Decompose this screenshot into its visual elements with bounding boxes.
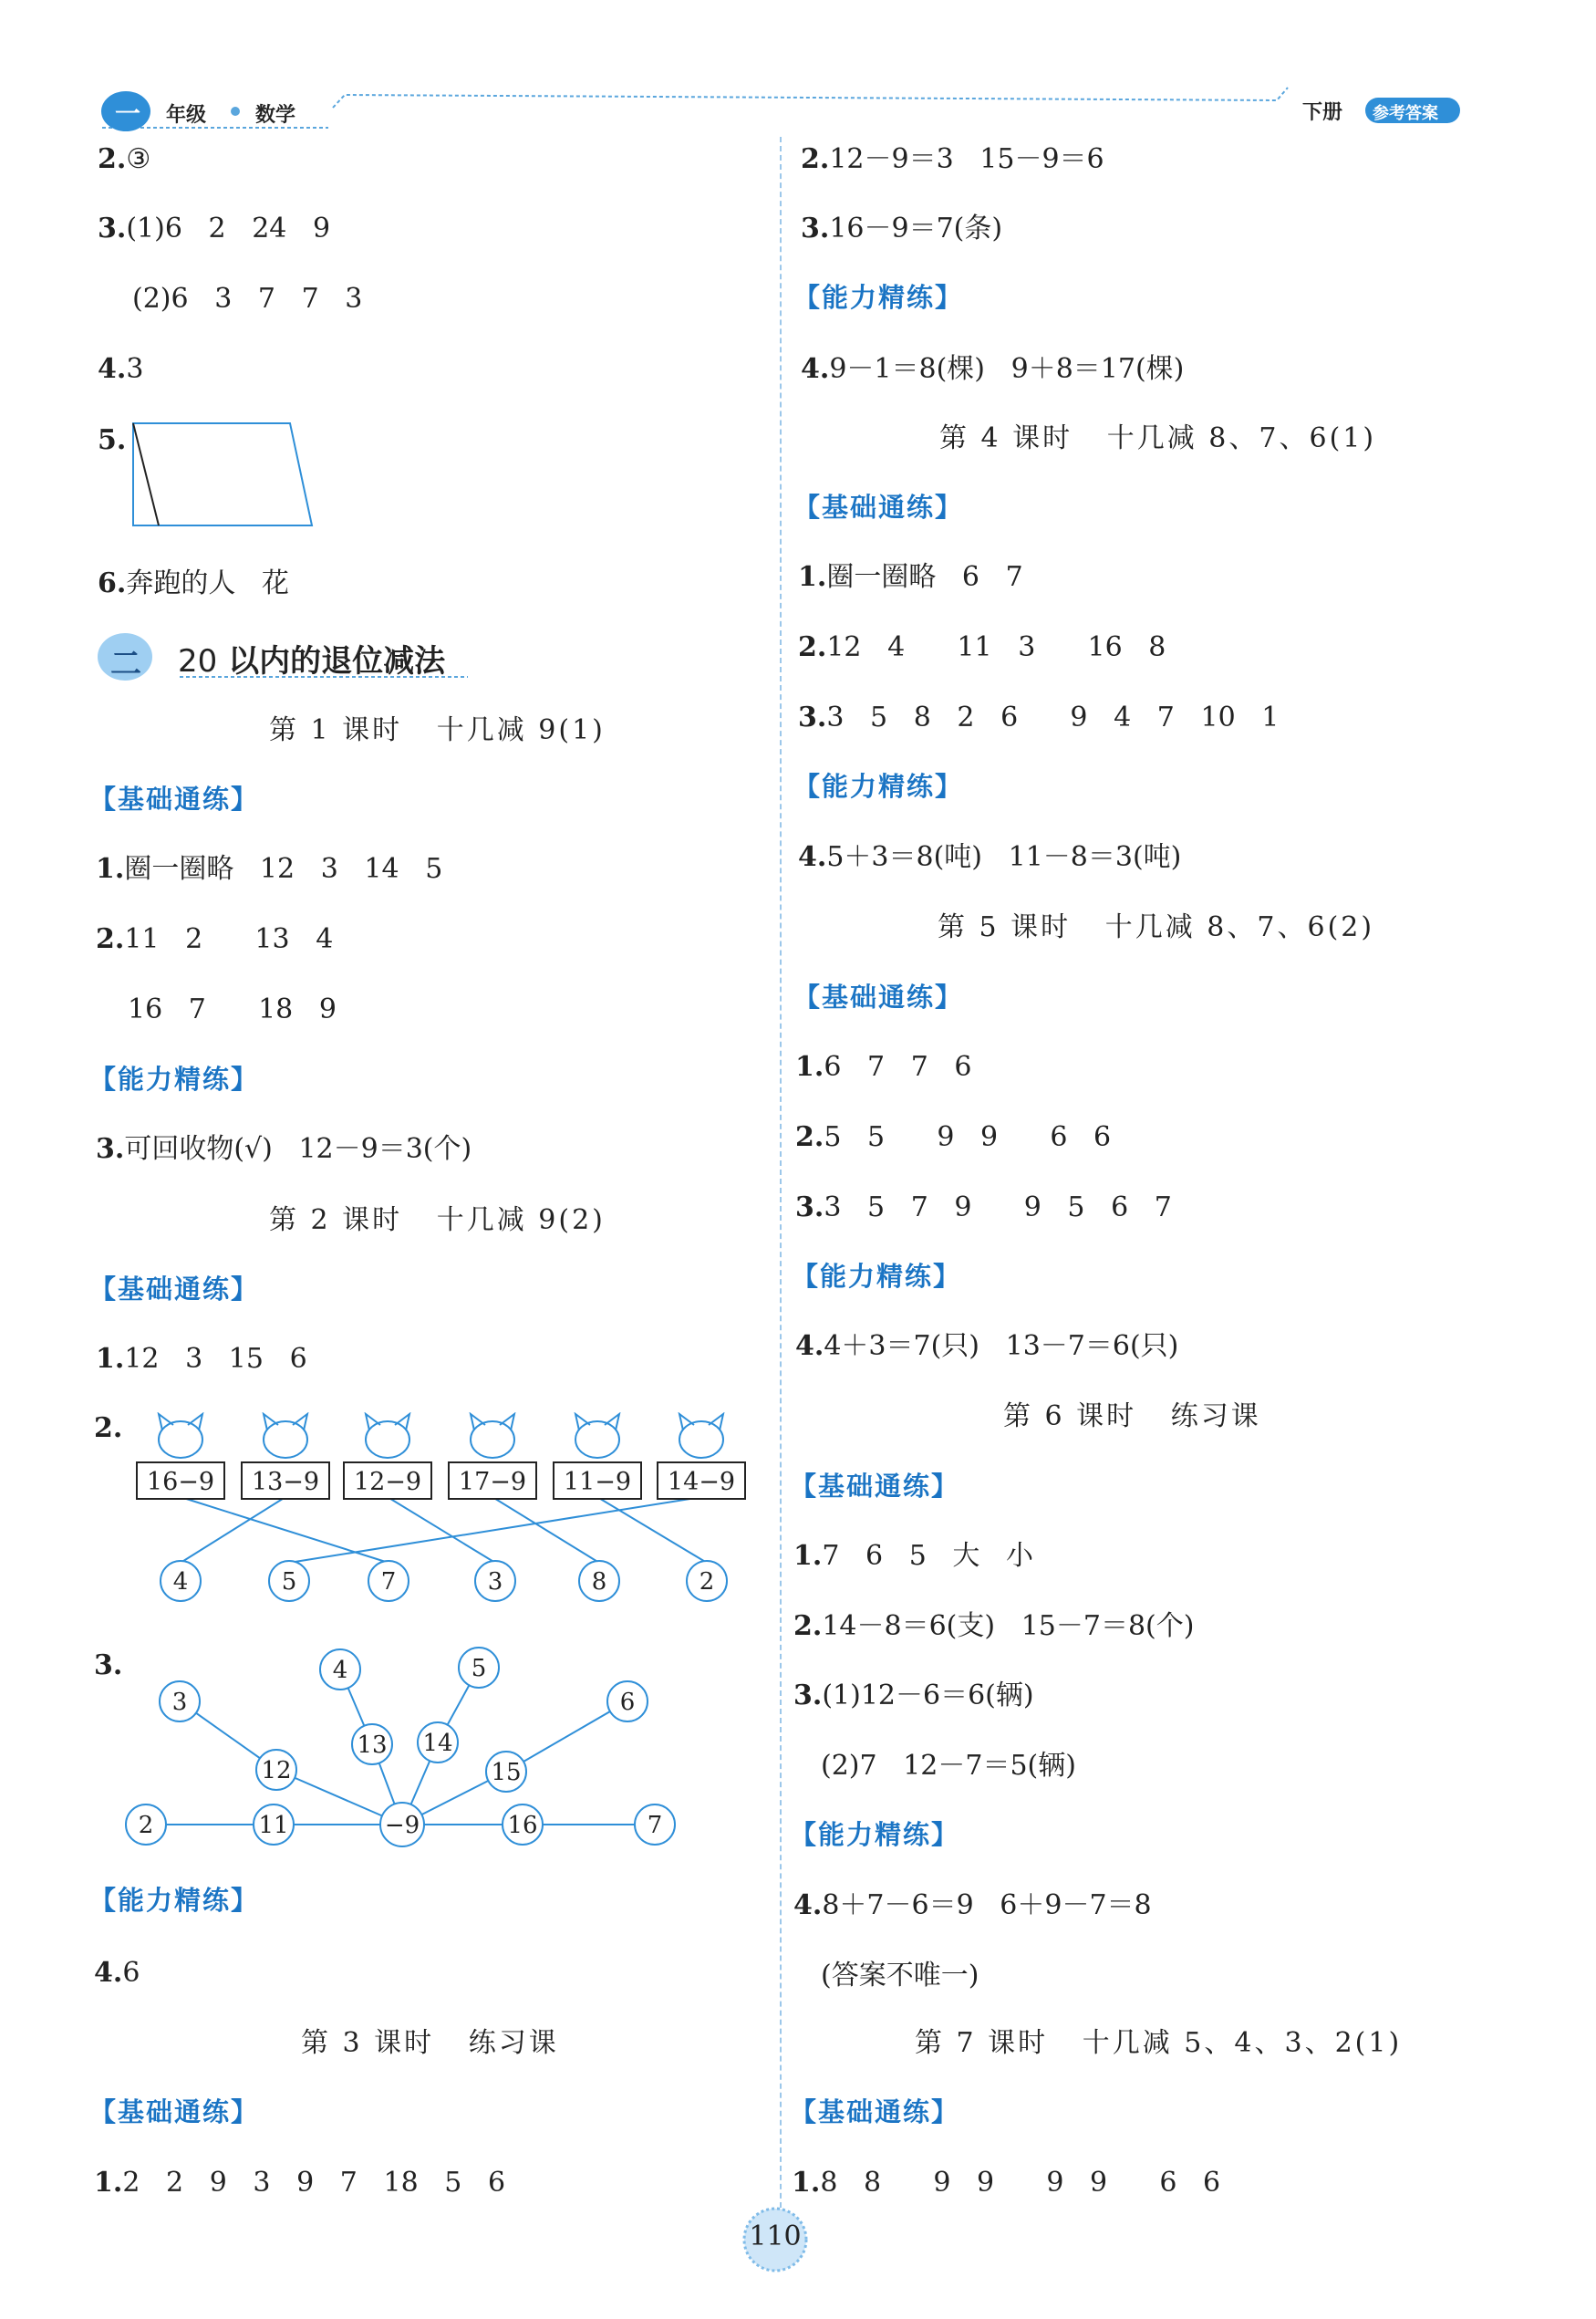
answer-text: 6 7 7 6 bbox=[824, 1051, 972, 1083]
answer-circle-label: 2 bbox=[699, 1568, 715, 1596]
answer-text: 12 3 15 6 bbox=[124, 1343, 307, 1375]
basic-practice-tag: 【基础通练】 bbox=[793, 492, 964, 523]
item-number: 2. bbox=[798, 631, 827, 663]
header-decoration bbox=[0, 0, 1596, 146]
answer-line bbox=[94, 1412, 122, 1445]
grade-badge: 一 bbox=[115, 99, 141, 129]
answer-line bbox=[98, 567, 289, 600]
answer-line bbox=[798, 702, 1279, 734]
outer-node-label: 3 bbox=[171, 1689, 188, 1716]
answer-line bbox=[793, 1679, 1034, 1712]
answer-line bbox=[795, 1051, 972, 1084]
section-title bbox=[178, 636, 445, 681]
basic-practice-tag: 【基础通练】 bbox=[89, 1274, 260, 1305]
answer-text: 11 2 13 4 bbox=[124, 923, 334, 955]
item-number: 6. bbox=[98, 567, 127, 599]
answer-text: (答案不唯一) bbox=[821, 1960, 979, 1991]
expression-card-label: 14−9 bbox=[667, 1468, 736, 1496]
answer-line bbox=[96, 1133, 472, 1166]
volume-label: 下册 bbox=[1302, 101, 1343, 124]
answer-text: 9－1＝8(棵) 9＋8＝17(棵) bbox=[829, 353, 1185, 385]
item-number: 4. bbox=[98, 353, 127, 385]
answer-text: 圈一圈略 12 3 14 5 bbox=[124, 853, 443, 885]
expression-card-label: 11−9 bbox=[563, 1468, 632, 1496]
answer-text: 8 8 9 9 9 9 6 6 bbox=[820, 2167, 1221, 2199]
answer-text: 7 6 5 大 小 bbox=[822, 1540, 1034, 1572]
item-number: 4. bbox=[798, 841, 827, 873]
ability-practice-tag: 【能力精练】 bbox=[793, 282, 964, 313]
item-number: 3. bbox=[94, 1649, 123, 1681]
animal-icon bbox=[366, 1421, 409, 1458]
answer-line bbox=[96, 923, 333, 956]
item-number: 3. bbox=[96, 1133, 125, 1165]
outer-node-label: 2 bbox=[138, 1812, 154, 1839]
item-number: 4. bbox=[801, 353, 830, 385]
item-number: 4. bbox=[793, 1889, 823, 1921]
basic-practice-tag: 【基础通练】 bbox=[790, 1471, 960, 1502]
item-number: 2. bbox=[801, 143, 830, 175]
expression-card-label: 17−9 bbox=[458, 1468, 527, 1496]
section-badge: 二 bbox=[110, 646, 141, 682]
answer-text: 12 4 11 3 16 8 bbox=[826, 631, 1166, 663]
subject-label: 数学 bbox=[255, 104, 296, 127]
section-title-text: 以内的退位减法 bbox=[217, 643, 446, 680]
answer-text: 5 5 9 9 6 6 bbox=[824, 1121, 1112, 1153]
grade-label: 年级 bbox=[166, 104, 207, 127]
answer-text: 6 bbox=[122, 1957, 140, 1989]
answer-text: (2)7 12－7＝5(辆) bbox=[821, 1750, 1076, 1782]
answer-circle-label: 7 bbox=[380, 1568, 397, 1596]
answer-text: 8＋7－6＝9 6＋9－7＝8 bbox=[822, 1889, 1152, 1921]
answer-line bbox=[821, 1960, 979, 1992]
item-number: 4. bbox=[94, 1957, 123, 1989]
answer-line bbox=[793, 1540, 1033, 1573]
ability-practice-tag: 【能力精练】 bbox=[793, 771, 964, 802]
column-divider bbox=[780, 137, 782, 2235]
answer-line bbox=[792, 2167, 1220, 2199]
item-number: 3. bbox=[801, 213, 830, 244]
basic-practice-tag: 【基础通练】 bbox=[793, 982, 964, 1013]
animal-icon bbox=[679, 1421, 723, 1458]
expression-card-label: 16−9 bbox=[146, 1468, 215, 1496]
answer-line bbox=[801, 213, 1002, 245]
answer-line bbox=[96, 1343, 307, 1376]
answer-line bbox=[98, 143, 150, 176]
inner-node-label: 12 bbox=[261, 1757, 292, 1784]
animal-icon bbox=[575, 1421, 619, 1458]
item-number: 2. bbox=[793, 1610, 823, 1642]
answer-line bbox=[793, 1610, 1194, 1643]
answer-line bbox=[795, 1191, 1172, 1224]
item-number: 2. bbox=[94, 1412, 123, 1444]
match-link bbox=[289, 1497, 701, 1563]
answer-line bbox=[94, 2167, 505, 2199]
star-spoke bbox=[506, 1701, 627, 1772]
answer-line bbox=[96, 853, 442, 886]
basic-practice-tag: 【基础通练】 bbox=[89, 2096, 260, 2127]
outer-node-label: 5 bbox=[471, 1655, 487, 1682]
item-number: 2. bbox=[98, 143, 127, 175]
inner-node-label: 15 bbox=[491, 1759, 522, 1786]
basic-practice-tag: 【基础通练】 bbox=[790, 2096, 960, 2127]
animal-icon bbox=[264, 1421, 307, 1458]
answer-text: 2 2 9 3 9 7 18 5 6 bbox=[122, 2167, 506, 2199]
ability-practice-tag: 【能力精练】 bbox=[89, 1064, 260, 1095]
answer-badge: 参考答案 bbox=[1373, 104, 1438, 123]
lesson-title: 第 6 课时 练习课 bbox=[1003, 1400, 1261, 1432]
answer-line bbox=[801, 353, 1184, 386]
item-number: 1. bbox=[94, 2167, 123, 2199]
answer-circle-label: 8 bbox=[591, 1568, 607, 1596]
answer-text: 14－8＝6(支) 15－7＝8(个) bbox=[822, 1610, 1195, 1642]
answer-line bbox=[793, 1889, 1152, 1922]
item-number: 3. bbox=[793, 1679, 823, 1711]
answer-text: 16 7 18 9 bbox=[128, 993, 337, 1025]
answer-line bbox=[128, 993, 337, 1026]
item-number: 1. bbox=[96, 853, 125, 885]
answer-line bbox=[801, 143, 1104, 176]
answer-text: 奔跑的人 花 bbox=[126, 567, 289, 599]
answer-line bbox=[94, 1957, 140, 1990]
inner-node-label: 14 bbox=[422, 1730, 453, 1757]
answer-text: 5＋3＝8(吨) 11－8＝3(吨) bbox=[826, 841, 1182, 873]
answer-line bbox=[798, 631, 1166, 664]
item-number: 1. bbox=[798, 561, 827, 593]
outer-node-label: 4 bbox=[332, 1657, 348, 1684]
answer-line bbox=[798, 841, 1181, 874]
inner-node-label: 11 bbox=[258, 1812, 289, 1839]
item-number: 5. bbox=[98, 424, 127, 456]
answer-line bbox=[98, 424, 126, 457]
item-number: 1. bbox=[96, 1343, 125, 1375]
match-link bbox=[388, 1497, 495, 1563]
item-number: 1. bbox=[793, 1540, 823, 1572]
item-number: 2. bbox=[795, 1121, 824, 1153]
answer-line bbox=[132, 283, 362, 316]
answer-text: (1)6 2 24 9 bbox=[126, 213, 331, 244]
page-number: 110 bbox=[749, 2220, 802, 2252]
answer-text: 圈一圈略 6 7 bbox=[826, 561, 1023, 593]
answer-line bbox=[821, 1750, 1076, 1783]
answer-text: 3 5 7 9 9 5 6 7 bbox=[824, 1191, 1172, 1223]
inner-node-label: 13 bbox=[357, 1731, 388, 1759]
match-link bbox=[597, 1497, 707, 1563]
expression-card-label: 13−9 bbox=[251, 1468, 320, 1496]
ability-practice-tag: 【能力精练】 bbox=[89, 1885, 260, 1916]
animal-icon bbox=[159, 1421, 202, 1458]
ability-practice-tag: 【能力精练】 bbox=[790, 1819, 960, 1850]
answer-text: 可回收物(√) 12－9＝3(个) bbox=[124, 1133, 472, 1165]
lesson-title: 第 5 课时 十几减 8、7、6(2) bbox=[938, 911, 1375, 943]
expression-card-label: 12−9 bbox=[353, 1468, 422, 1496]
answer-line bbox=[795, 1330, 1178, 1363]
item-number: 4. bbox=[795, 1330, 824, 1362]
star-diagram bbox=[114, 1642, 698, 1866]
basic-practice-tag: 【基础通练】 bbox=[89, 784, 260, 815]
item-number: 3. bbox=[798, 702, 827, 733]
lesson-title: 第 2 课时 十几减 9(2) bbox=[269, 1204, 606, 1236]
answer-circle-label: 3 bbox=[487, 1568, 503, 1596]
center-node-label: −9 bbox=[384, 1812, 420, 1839]
answer-text: 3 bbox=[126, 353, 144, 385]
item-number: 3. bbox=[98, 213, 127, 244]
answer-line bbox=[798, 561, 1023, 594]
outer-node-label: 6 bbox=[619, 1689, 636, 1716]
answer-text: ③ bbox=[126, 143, 151, 175]
answer-line bbox=[98, 213, 330, 245]
answer-circle-label: 5 bbox=[281, 1568, 297, 1596]
answer-circle-label: 4 bbox=[172, 1568, 189, 1596]
answer-text: 16－9＝7(条) bbox=[829, 213, 1003, 244]
answer-text: 3 5 8 2 6 9 4 7 10 1 bbox=[826, 702, 1280, 733]
item-number: 1. bbox=[792, 2167, 821, 2199]
answer-text: (1)12－6＝6(辆) bbox=[822, 1679, 1034, 1711]
item-number: 3. bbox=[795, 1191, 824, 1223]
inner-node-label: 16 bbox=[507, 1812, 538, 1839]
match-link bbox=[492, 1497, 599, 1563]
parallelogram-figure bbox=[128, 420, 328, 529]
lesson-title: 第 1 课时 十几减 9(1) bbox=[269, 714, 606, 746]
section-title-number: 20 bbox=[178, 643, 218, 680]
answer-text: 12－9＝3 15－9＝6 bbox=[829, 143, 1104, 175]
answer-text: 4＋3＝7(只) 13－7＝6(只) bbox=[824, 1330, 1179, 1362]
animal-icon bbox=[471, 1421, 514, 1458]
lesson-title: 第 3 课时 练习课 bbox=[301, 2027, 559, 2059]
matching-diagram bbox=[128, 1412, 757, 1617]
ability-practice-tag: 【能力精练】 bbox=[792, 1261, 962, 1292]
answer-text: (2)6 3 7 7 3 bbox=[132, 283, 363, 315]
lesson-title: 第 4 课时 十几减 8、7、6(1) bbox=[939, 422, 1377, 454]
lesson-title: 第 7 课时 十几减 5、4、3、2(1) bbox=[915, 2027, 1403, 2059]
answer-line bbox=[98, 353, 143, 386]
answer-line bbox=[795, 1121, 1111, 1154]
match-link bbox=[181, 1497, 389, 1563]
outer-node-label: 7 bbox=[647, 1812, 663, 1839]
match-link bbox=[181, 1497, 285, 1563]
item-number: 1. bbox=[795, 1051, 824, 1083]
item-number: 2. bbox=[96, 923, 125, 955]
